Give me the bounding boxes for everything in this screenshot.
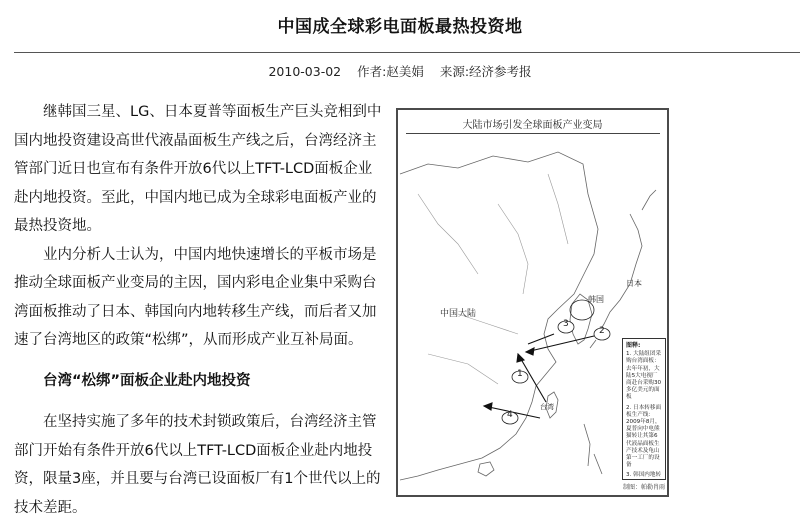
marker-3-label: 3 — [563, 319, 569, 329]
legend-item: 1. 大陆组团采购台湾面板：去年年初，大陆5大电视厂商赴台采购30多亿美元的面板 — [626, 351, 662, 401]
section-heading: 台湾“松绑”面板企业赴内地投资 — [43, 372, 251, 389]
province-borders — [418, 174, 568, 384]
legend-title: 图释: — [626, 342, 641, 349]
article-author: 作者:赵美娟 — [357, 64, 424, 79]
label-japan: 日本 — [626, 279, 642, 288]
map-legend — [622, 338, 666, 480]
map-figure — [396, 108, 669, 497]
label-taiwan: 台湾 — [540, 403, 554, 411]
paragraph-1: 继韩国三星、LG、日本夏普等面板生产巨头竞相到中国内地投资建设高世代液晶面板生产线之后，台湾经济主管部门近日也宣布有条件开放6代以上TFT-LCD面板企业赴内地投资。至此，中国内地已成为全球彩电面板产业的最热投资地。 — [14, 104, 382, 234]
article-title: 中国成全球彩电面板最热投资地 — [277, 17, 523, 37]
paragraph-3: 在坚持实施了多年的技术封锁政策后，台湾经济主管部门开始有条件开放6代以上TFT-LCD面板企业赴内地投资，限量3座，并且要与台湾已设面板厂有1个世代以上的技术差距。 — [14, 414, 381, 516]
article-source: 来源:经济参考报 — [439, 64, 532, 79]
hainan-island — [478, 462, 494, 476]
legend-item: 2. 日本转移面板生产线：2009年8月，夏普向中电熊猫转让其第6代液晶面板生产技术及龟山第一工厂的设备 — [626, 404, 662, 469]
arrow-2-head — [526, 348, 534, 355]
marker-4-label: 4 — [507, 410, 513, 420]
mainland-coastline — [400, 152, 598, 480]
marker-2-label: 2 — [599, 326, 605, 336]
marker-1-label: 1 — [517, 369, 523, 379]
label-china: 中国大陆 — [440, 309, 477, 319]
philippines — [584, 424, 602, 474]
label-korea: 韩国 — [588, 295, 604, 304]
arrow-2 — [526, 336, 594, 352]
arrow-1-head — [517, 354, 524, 362]
figure-credit: 制图：帕勒肖雨 — [623, 484, 666, 491]
legend-item: 3. 韩国内地转 — [626, 472, 662, 479]
arrow-4-head — [484, 403, 492, 410]
arrow-3 — [528, 334, 554, 344]
japan-islands — [590, 190, 656, 348]
title-divider — [14, 52, 800, 53]
article-meta — [0, 62, 800, 80]
article-body — [14, 98, 386, 522]
figure-title: 大陆市场引发全球面板产业变局 — [462, 120, 603, 131]
article-date: 2010-03-02 — [268, 64, 342, 79]
paragraph-2: 业内分析人士认为，中国内地快速增长的平板市场是推动全球面板产业变局的主因，国内彩电企业集中采购台湾面板推动了日本、韩国向内地转移生产线，而后者又加速了台湾地区的政策“松绑”，从而形成产业互补局面。 — [14, 246, 377, 348]
